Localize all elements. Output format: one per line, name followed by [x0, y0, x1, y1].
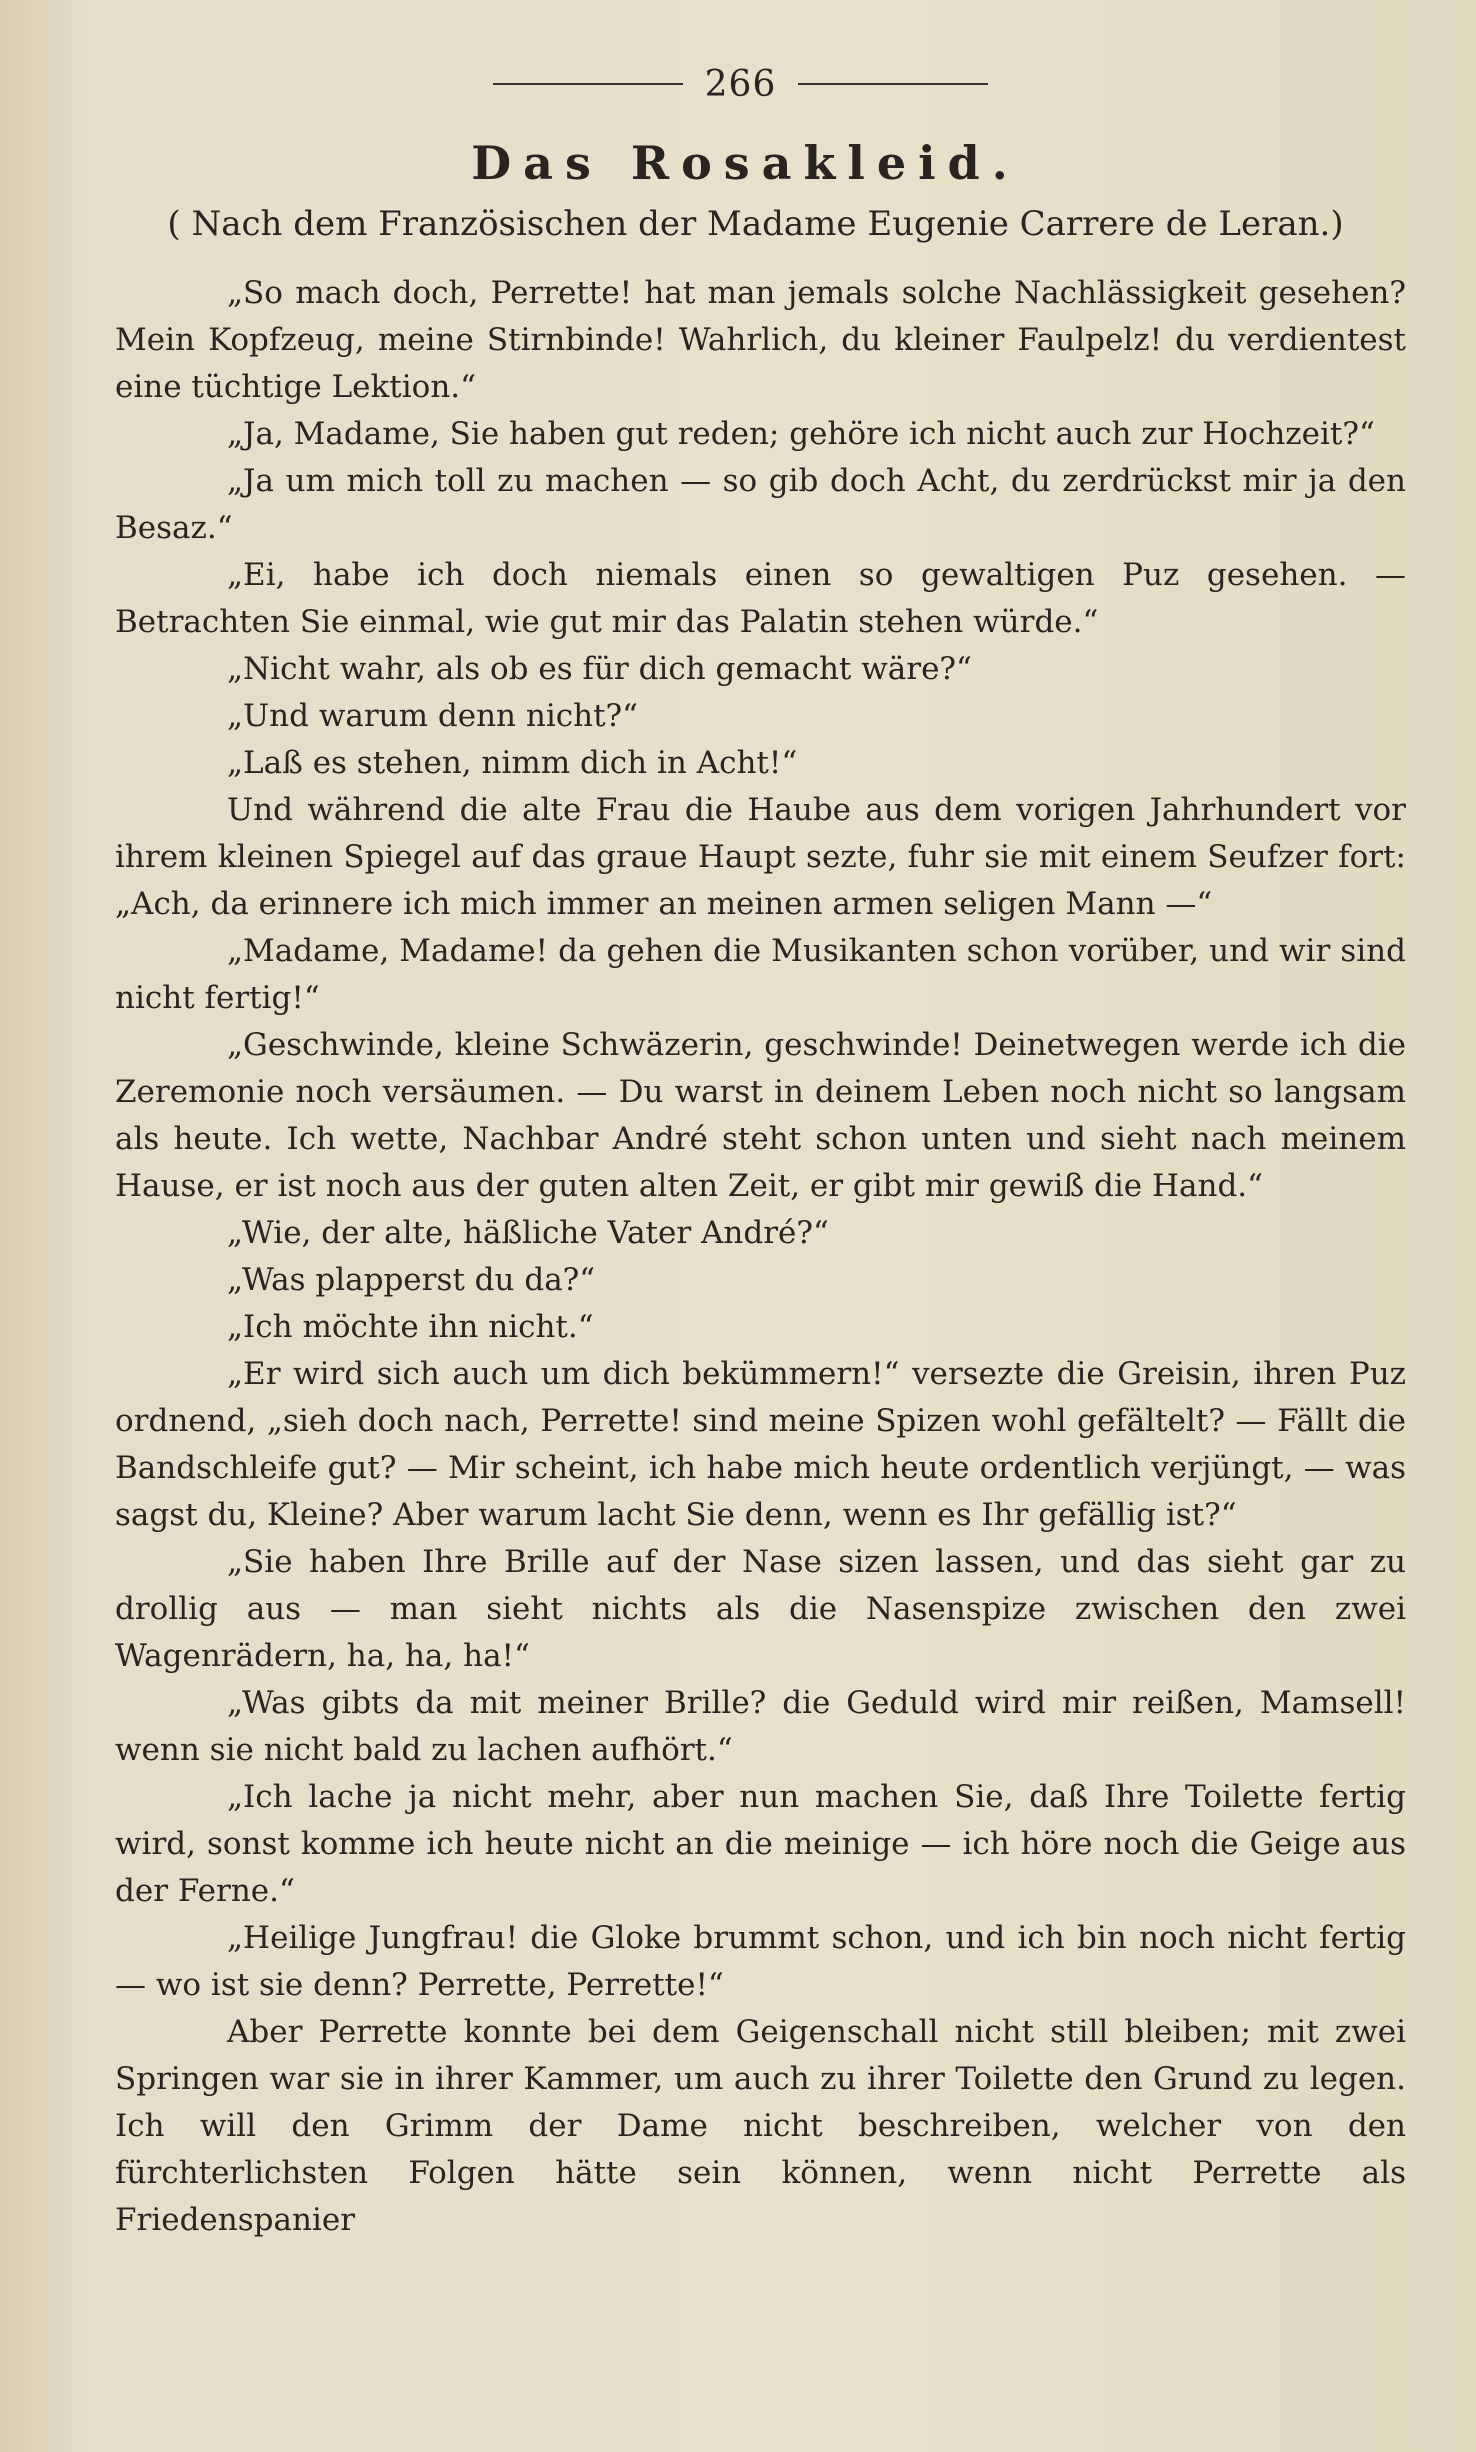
header-rule-right	[798, 83, 988, 85]
paragraph: „Sie haben Ihre Brille auf der Nase sizen lassen, und das sieht gar zu drollig aus — man sieht nichts als die Nasenspize zwischen den zwei Wagenrädern, ha, ha, ha!“	[115, 1544, 1406, 1674]
paragraph: „Ich möchte ihn nicht.“	[227, 1309, 594, 1345]
story-body	[115, 270, 1406, 2244]
paragraph: „Was plapperst du da?“	[227, 1262, 596, 1298]
paragraph: „Ich lache ja nicht mehr, aber nun machen Sie, daß Ihre Toilette fertig wird, sonst komme ich heute nicht an die meinige — ich höre noch die Geige aus der Ferne.“	[115, 1779, 1406, 1909]
story-subtitle: ( Nach dem Französischen der Madame Eugenie Carrere de Leran.)	[167, 204, 1344, 244]
paragraph: „Wie, der alte, häßliche Vater André?“	[227, 1215, 829, 1251]
paragraph: „Geschwinde, kleine Schwäzerin, geschwinde! Deinetwegen werde ich die Zeremonie noch versäumen. — Du warst in deinem Leben noch nicht so langsam als heute. Ich wette, Nachbar André steht schon unten und sieht nach meinem Hause, er ist noch aus der guten alten Zeit, er gibt mir gewiß die Hand.“	[115, 1027, 1406, 1204]
header-rule-left	[493, 83, 683, 85]
paragraph: „Laß es stehen, nimm dich in Acht!“	[227, 745, 798, 781]
paragraph: „Ja, Madame, Sie haben gut reden; gehöre ich nicht auch zur Hochzeit?“	[227, 416, 1375, 452]
story-title: Das Rosakleid.	[471, 136, 1020, 190]
paragraph: „Was gibts da mit meiner Brille? die Geduld wird mir reißen, Mamsell! wenn sie nicht bald zu lachen aufhört.“	[115, 1685, 1406, 1768]
paragraph: „Und warum denn nicht?“	[227, 698, 639, 734]
paragraph: „Ja um mich toll zu machen — so gib doch Acht, du zerdrückst mir ja den Besaz.“	[115, 463, 1406, 546]
paragraph: Aber Perrette konnte bei dem Geigenschall nicht still bleiben; mit zwei Springen war sie in ihrer Kammer, um auch zu ihrer Toilette den Grund zu legen. Ich will den Grimm der Dame nicht beschreiben, welcher von den fürchterlichsten Folgen hätte sein können, wenn nicht Perrette als Friedenspanier	[115, 2014, 1406, 2238]
page-header	[75, 54, 1406, 114]
page-number: 266	[704, 63, 777, 105]
paragraph: „Nicht wahr, als ob es für dich gemacht wäre?“	[227, 651, 972, 687]
paragraph: „Heilige Jungfrau! die Gloke brummt schon, und ich bin noch nicht fertig — wo ist sie denn? Perrette, Perrette!“	[115, 1920, 1406, 2003]
paragraph: „Ei, habe ich doch niemals einen so gewaltigen Puz gesehen. — Betrachten Sie einmal, wie gut mir das Palatin stehen würde.“	[115, 557, 1406, 640]
paragraph: „Er wird sich auch um dich bekümmern!“ versezte die Greisin, ihren Puz ordnend, „sieh doch nach, Perrette! sind meine Spizen wohl gefältelt? — Fällt die Bandschleife gut? — Mir scheint, ich habe mich heute ordentlich verjüngt, — was sagst du, Kleine? Aber warum lacht Sie denn, wenn es Ihr gefällig ist?“	[115, 1356, 1406, 1533]
paragraph: „So mach doch, Perrette! hat man jemals solche Nachlässigkeit gesehen? Mein Kopfzeug, meine Stirnbinde! Wahrlich, du kleiner Faulpelz! du verdientest eine tüchtige Lektion.“	[115, 275, 1406, 405]
paragraph: „Madame, Madame! da gehen die Musikanten schon vorüber, und wir sind nicht fertig!“	[115, 933, 1406, 1016]
paragraph: Und während die alte Frau die Haube aus dem vorigen Jahrhundert vor ihrem kleinen Spiegel auf das graue Haupt sezte, fuhr sie mit einem Seufzer fort: „Ach, da erinnere ich mich immer an meinen armen seligen Mann —“	[115, 792, 1406, 922]
